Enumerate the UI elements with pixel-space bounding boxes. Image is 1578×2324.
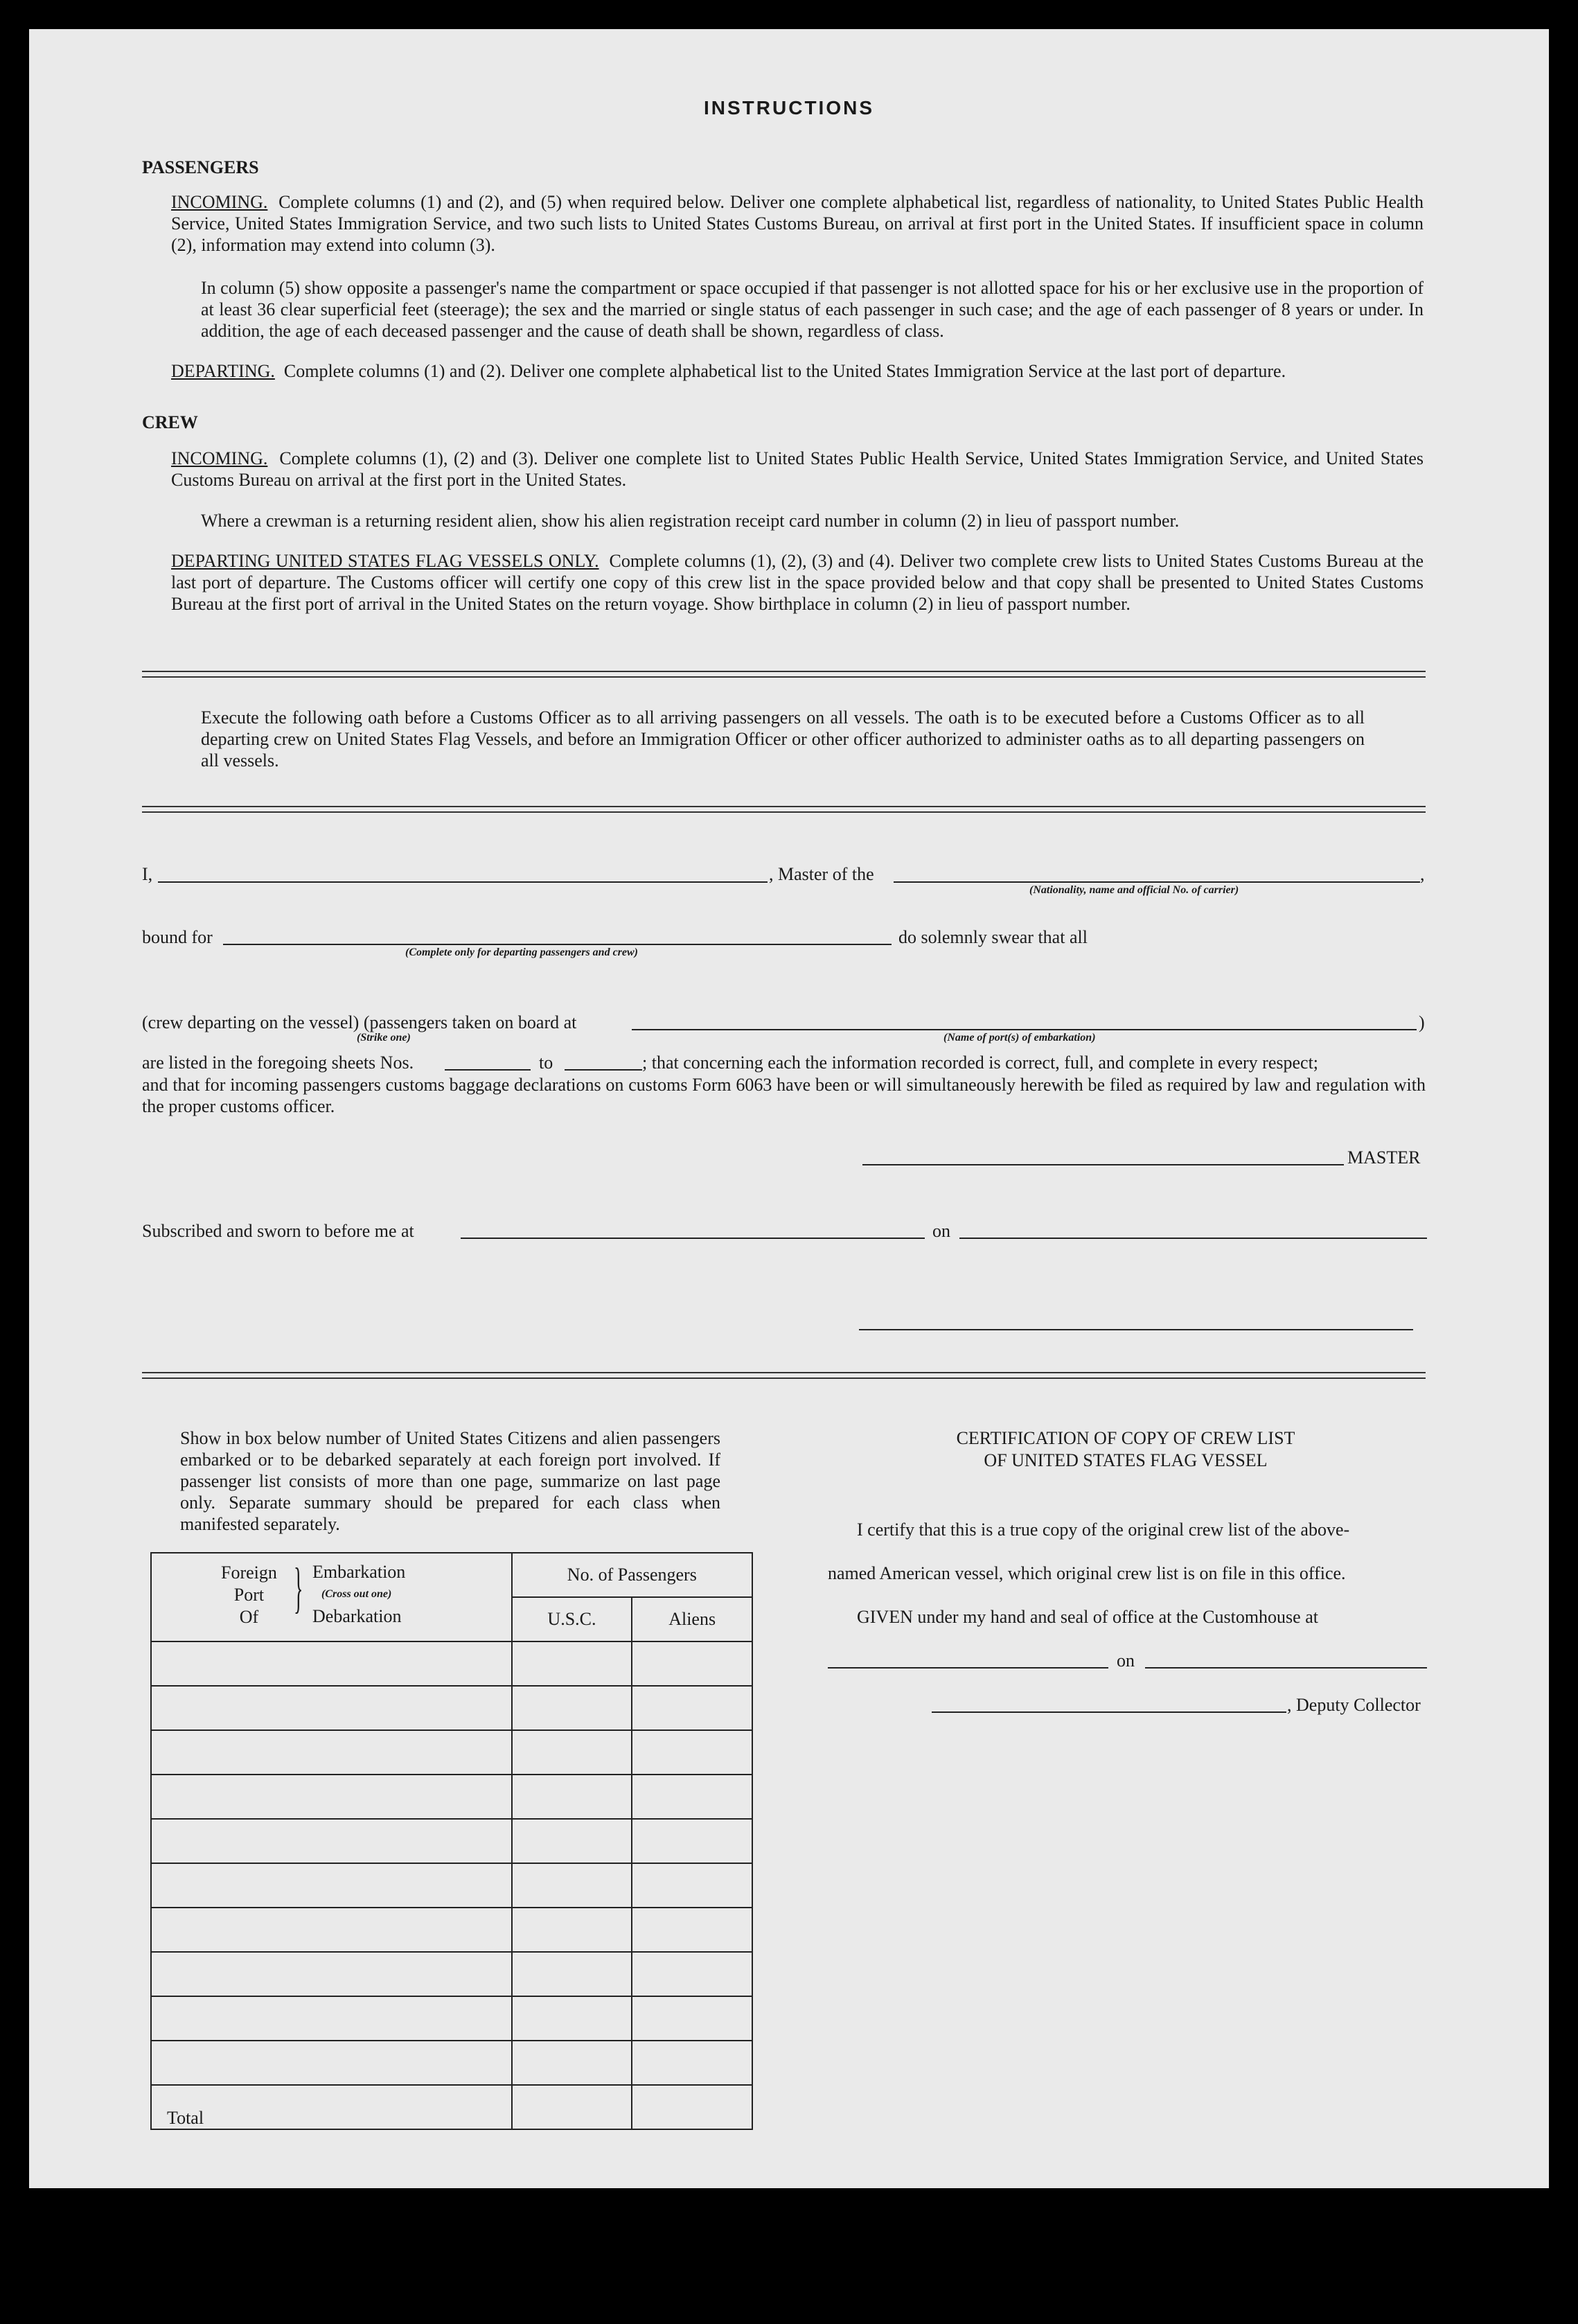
oath-close-paren: ) (1419, 1012, 1425, 1032)
deputy-collector-label: , Deputy Collector (1287, 1695, 1421, 1715)
passengers-departing-label: DEPARTING. (171, 361, 275, 381)
oath-listed-c: and that for incoming passengers customs baggage declarations on customs Form 6063 have been or will simultaneously herewith be filed as required by law and regulation with the proper customs officer. (142, 1075, 1426, 1116)
officer-signature-field[interactable] (859, 1329, 1413, 1330)
brace-icon: } (294, 1558, 303, 1619)
strike-one-caption: (Strike one) (357, 1032, 411, 1044)
of-label: Of (239, 1607, 259, 1627)
port-cell[interactable] (151, 1819, 512, 1863)
aliens-cell[interactable] (632, 1996, 752, 2041)
usc-cell[interactable] (512, 1863, 632, 1908)
embarkation-label: Embarkation (312, 1562, 406, 1582)
aliens-header: Aliens (632, 1597, 752, 1641)
usc-cell[interactable] (512, 1775, 632, 1819)
certification-line-1: I certify that this is a true copy of the original crew list of the above- (857, 1520, 1350, 1540)
usc-cell[interactable] (512, 1952, 632, 1996)
usc-cell[interactable] (512, 1908, 632, 1952)
no-passengers-header: No. of Passengers (512, 1553, 752, 1597)
oath-intro: Execute the following oath before a Customs Officer as to all arriving passengers on all vessels. The oath is to be executed before a Customs Officer as to all departing crew on United States Flag Vessels, and before an Immigration Officer or other officer authorized to administer oaths as to all departing passengers on all vessels. (201, 707, 1365, 771)
passengers-column5-paragraph: In column (5) show opposite a passenger's name the compartment or space occupied if that passenger is not allotted space for his or her exclusive use in the proportion of at least 36 clear superficial feet (steerage); the sex and the married or single status of each passenger in such case; and the age of each passenger of 8 years or under. In addition, the age of each deceased passenger and the cause of death shall be shown, regardless of class. (201, 278, 1424, 341)
usc-cell[interactable] (512, 2041, 632, 2085)
sheet-to-field[interactable] (565, 1069, 642, 1071)
port-cell[interactable] (151, 1908, 512, 1952)
aliens-cell[interactable] (632, 1686, 752, 1730)
passenger-summary-table (150, 1552, 753, 2130)
oath-comma: , (1420, 864, 1425, 884)
divider-2 (142, 806, 1426, 813)
oath-swear: do solemnly swear that all (898, 927, 1088, 947)
crew-incoming-text: Complete columns (1), (2) and (3). Deliver one complete list to United States Public Health Service, United States Immigration Service, and United States Customs Bureau on arrival at the first port in the United States. (171, 448, 1424, 490)
complete-only-caption: (Complete only for departing passengers and crew) (405, 947, 638, 958)
bound-for-field[interactable] (223, 944, 892, 945)
port-cell[interactable] (151, 1863, 512, 1908)
port-of-embarkation-field[interactable] (632, 1029, 1417, 1030)
passengers-incoming-paragraph (171, 191, 1424, 256)
divider-1 (142, 671, 1426, 678)
debarkation-label: Debarkation (312, 1606, 402, 1626)
deputy-collector-signature-field[interactable] (932, 1711, 1286, 1713)
passengers-departing-text: Complete columns (1) and (2). Deliver one complete alphabetical list to the United States Immigration Service at the last port of departure. (283, 361, 1286, 381)
sworn-date-field[interactable] (959, 1238, 1427, 1239)
certification-line-3: GIVEN under my hand and seal of office at the Customhouse at (857, 1607, 1318, 1627)
aliens-total-cell[interactable] (632, 2085, 752, 2129)
aliens-cell[interactable] (632, 2041, 752, 2085)
oath-listed-to: to (539, 1053, 553, 1073)
sworn-at-field[interactable] (461, 1238, 925, 1239)
oath-crew-departing: (crew departing on the vessel) (passengers taken on board at (142, 1012, 577, 1032)
aliens-cell[interactable] (632, 1730, 752, 1775)
oath-listed-a: are listed in the foregoing sheets Nos. (142, 1053, 414, 1073)
master-name-field[interactable] (158, 881, 768, 883)
port-cell[interactable] (151, 1686, 512, 1730)
cross-out-caption: (Cross out one) (321, 1588, 392, 1600)
sheet-from-field[interactable] (445, 1069, 531, 1071)
customhouse-field[interactable] (828, 1667, 1108, 1669)
certification-heading-2: OF UNITED STATES FLAG VESSEL (984, 1450, 1268, 1470)
certification-date-field[interactable] (1145, 1667, 1427, 1669)
usc-cell[interactable] (512, 1730, 632, 1775)
oath-subscribed: Subscribed and sworn to before me at (142, 1221, 414, 1241)
usc-cell[interactable] (512, 1996, 632, 2041)
crew-departing-text: Complete columns (1), (2), (3) and (4). Deliver two complete crew lists to United States Customs Bureau at the last port of departure. The Customs officer will certify one copy of this crew list in the space provided below and that copy shall be presented to United States Customs Bureau at the first port of arrival in the United States on the return voyage. Show birthplace in column (2) in lieu of passport number. (171, 551, 1424, 614)
oath-bound-for: bound for (142, 927, 213, 947)
total-label: Total (151, 2085, 512, 2129)
oath-i-label: I, (142, 864, 153, 884)
passengers-departing-paragraph (171, 360, 1424, 382)
nationality-caption: (Nationality, name and official No. of carrier) (1029, 884, 1239, 896)
crew-departing-paragraph (171, 550, 1424, 615)
summary-instructions: Show in box below number of United States Citizens and alien passengers embarked or to be debarked separately at each foreign port involved. If passenger list consists of more than one page, summarize on last page only. Separate summary should be prepared for each class when manifested separately. (180, 1428, 720, 1534)
certification-on: on (1117, 1650, 1135, 1671)
passengers-heading: PASSENGERS (142, 157, 259, 177)
crew-incoming-paragraph (171, 448, 1424, 491)
page-title: INSTRUCTIONS (704, 97, 874, 118)
foreign-label: Foreign (221, 1562, 277, 1583)
certification-line-2: named American vessel, which original crew list is on file in this office. (828, 1563, 1346, 1583)
oath-on: on (932, 1221, 950, 1241)
port-header-cell (151, 1553, 512, 1641)
usc-cell[interactable] (512, 1641, 632, 1686)
crew-resident-paragraph: Where a crewman is a returning resident alien, show his alien registration receipt card number in column (2) in lieu of passport number. (201, 511, 1180, 531)
port-caption: (Name of port(s) of embarkation) (943, 1032, 1096, 1044)
oath-master-of: , Master of the (769, 864, 874, 884)
crew-departing-label: DEPARTING UNITED STATES FLAG VESSELS ONLY. (171, 551, 599, 571)
passengers-incoming-text: Complete columns (1) and (2), and (5) when required below. Deliver one complete alphabetical list, regardless of nationality, to United States Public Health Service, United States Immigration Service, and two such lists to United States Customs Bureau, on arrival at first port in the United States. If insufficient space in column (2), information may extend into column (3). (171, 192, 1424, 255)
usc-cell[interactable] (512, 1686, 632, 1730)
port-cell[interactable] (151, 1730, 512, 1775)
aliens-cell[interactable] (632, 1863, 752, 1908)
port-label: Port (233, 1585, 265, 1605)
port-cell[interactable] (151, 1952, 512, 1996)
port-cell[interactable] (151, 1775, 512, 1819)
usc-header: U.S.C. (512, 1597, 632, 1641)
certification-heading-1: CERTIFICATION OF COPY OF CREW LIST (956, 1428, 1295, 1448)
usc-total-cell[interactable] (512, 2085, 632, 2129)
aliens-cell[interactable] (632, 1908, 752, 1952)
port-cell[interactable] (151, 2041, 512, 2085)
crew-incoming-label: INCOMING. (171, 448, 268, 468)
aliens-cell[interactable] (632, 1952, 752, 1996)
divider-3 (142, 1372, 1426, 1379)
passengers-incoming-label: INCOMING. (171, 192, 268, 212)
master-signature-field[interactable] (862, 1164, 1344, 1165)
usc-cell[interactable] (512, 1819, 632, 1863)
aliens-cell[interactable] (632, 1819, 752, 1863)
carrier-field[interactable] (894, 881, 1420, 883)
aliens-cell[interactable] (632, 1775, 752, 1819)
oath-listed-b: ; that concerning each the information recorded is correct, full, and complete in every respect; (642, 1053, 1319, 1073)
oath-master-label: MASTER (1347, 1147, 1421, 1168)
port-cell[interactable] (151, 1996, 512, 2041)
aliens-cell[interactable] (632, 1641, 752, 1686)
crew-heading: CREW (142, 412, 198, 432)
port-cell[interactable] (151, 1641, 512, 1686)
